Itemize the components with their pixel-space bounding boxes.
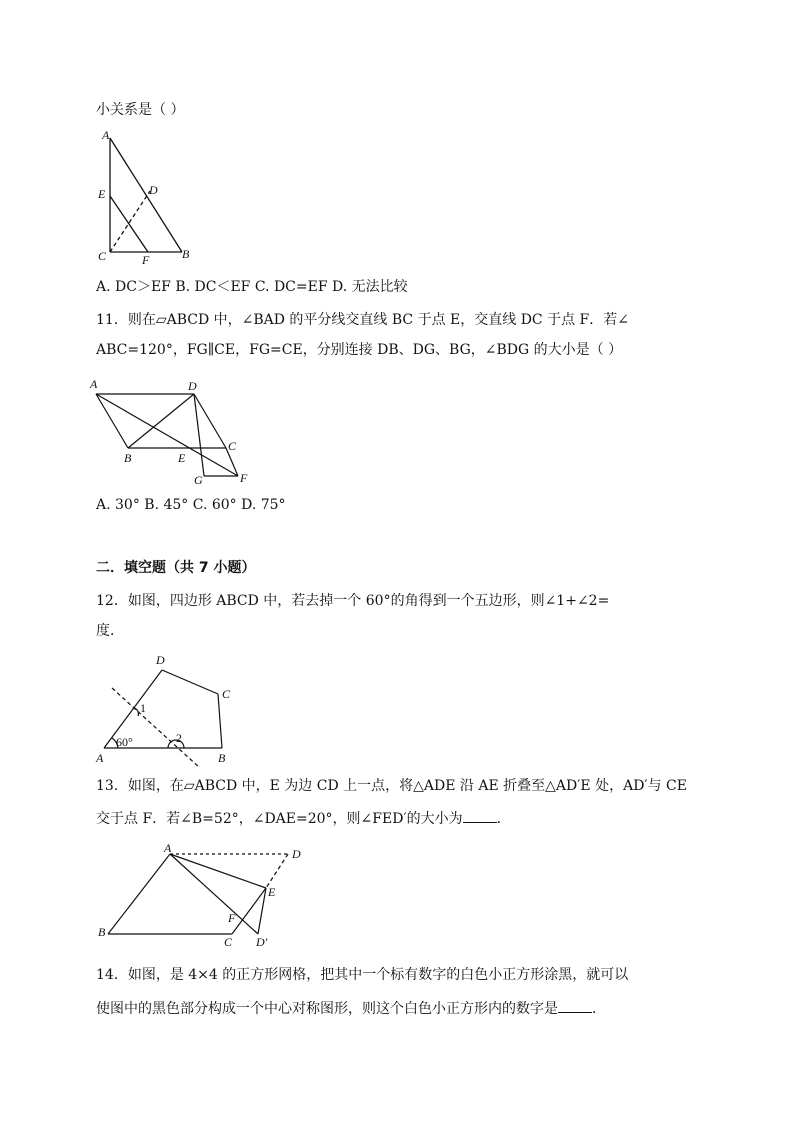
q12-label-angle-2: 2 [176,731,182,745]
q10-label-d: D [149,183,158,197]
q14-line-2-end: ． [592,1001,606,1017]
q11-label-c: C [228,439,237,453]
q13-segment-ad-prime [170,854,258,934]
q12-segment-ad [104,670,162,748]
q13-segment-ed-prime [258,888,266,934]
q13-line-2-text: 交于点 F．若∠B=52°，∠DAE=20°，则∠FED′的大小为 [96,811,463,827]
q11-segment-bd [128,394,194,448]
q11-label-g: G [194,473,203,487]
q12-segment-dc [162,670,218,694]
q11-segment-dg [194,394,204,476]
q13-segment-ab [108,854,170,934]
q14-line-2 [96,998,606,1019]
q11-label-b: B [124,451,132,465]
q11-figure [88,376,268,488]
q13-line-1: 13．如图，在▱ABCD 中，E 为边 CD 上一点，将△ADE 沿 AE 折叠至△AD′E 处，AD′与 CE [96,778,687,794]
q13-line-2-end: ． [496,811,511,827]
q12-label-d: D [156,653,165,667]
q12-cut-line-dashed [112,688,200,768]
q12-label-a: A [96,751,104,765]
q13-label-f: F [228,911,236,925]
q13-figure [96,840,316,952]
q11-segment-dc [194,394,226,448]
q12-segment-cb [218,694,222,748]
q14-line-2-text: 使图中的黑色部分构成一个中心对称图形，则这个白色小正方形内的数字是 [96,1001,558,1017]
q12-label-angle-1: 1 [140,701,146,715]
q13-label-d: D [292,847,301,861]
q10-label-a: A [102,128,110,142]
q10-label-c: C [98,249,107,263]
q13-segment-ce [232,888,266,934]
q13-label-b: B [98,925,106,939]
q13-line-2 [96,808,511,829]
q12-label-b: B [218,751,226,765]
q13-label-c: C [224,935,233,949]
q13-segment-de-dashed [266,854,288,888]
q12-label-60-degrees: 60° [116,735,133,749]
q11-label-d: D [188,379,197,393]
q13-label-d-prime: D′ [256,935,268,949]
q13-label-e: E [268,885,276,899]
q13-label-a: A [164,841,172,855]
q10-options: A. DC＞EF B. DC＜EF C. DC=EF D. 无法比较 [96,279,408,295]
q10-label-f: F [142,253,150,267]
q13-segment-ae [170,854,266,888]
q12-figure [94,652,244,772]
q14-line-1: 14．如图，是 4×4 的正方形网格，把其中一个标有数字的白色小正方形涂黑，就可以 [96,967,629,983]
q11-label-e: E [178,451,186,465]
q13-answer-blank[interactable] [463,808,497,823]
q11-line-2: ABC=120°，FG∥CE，FG=CE，分别连接 DB、DG、BG，∠BDG 的大小是（ ） [96,342,623,358]
q11-options: A. 30° B. 45° C. 60° D. 75° [96,497,286,513]
q11-label-f: F [240,471,248,485]
q10-label-b: B [182,247,190,261]
q10-label-e: E [98,187,106,201]
q11-segment-ab [96,394,128,448]
q14-answer-blank[interactable] [558,998,592,1013]
q12-line-2: 度． [96,623,124,639]
q12-label-c: C [222,687,231,701]
q11-line-1: 11．则在▱ABCD 中，∠BAD 的平分线交直线 BC 于点 E，交直线 DC 于点 F．若∠ [96,312,629,328]
q11-segment-af [96,394,238,476]
q12-line-1: 12．如图，四边形 ABCD 中，若去掉一个 60°的角得到一个五边形，则∠1+∠2= [96,593,610,609]
section-heading-fill-blank: 二．填空题（共 7 小题） [96,560,256,576]
q10-segment-cd-dashed [110,191,150,252]
q11-label-a: A [90,377,98,391]
q10-stem-tail: 小关系是（ ） [96,102,185,118]
q10-segment-ab [110,138,182,252]
q10-figure [92,128,212,268]
